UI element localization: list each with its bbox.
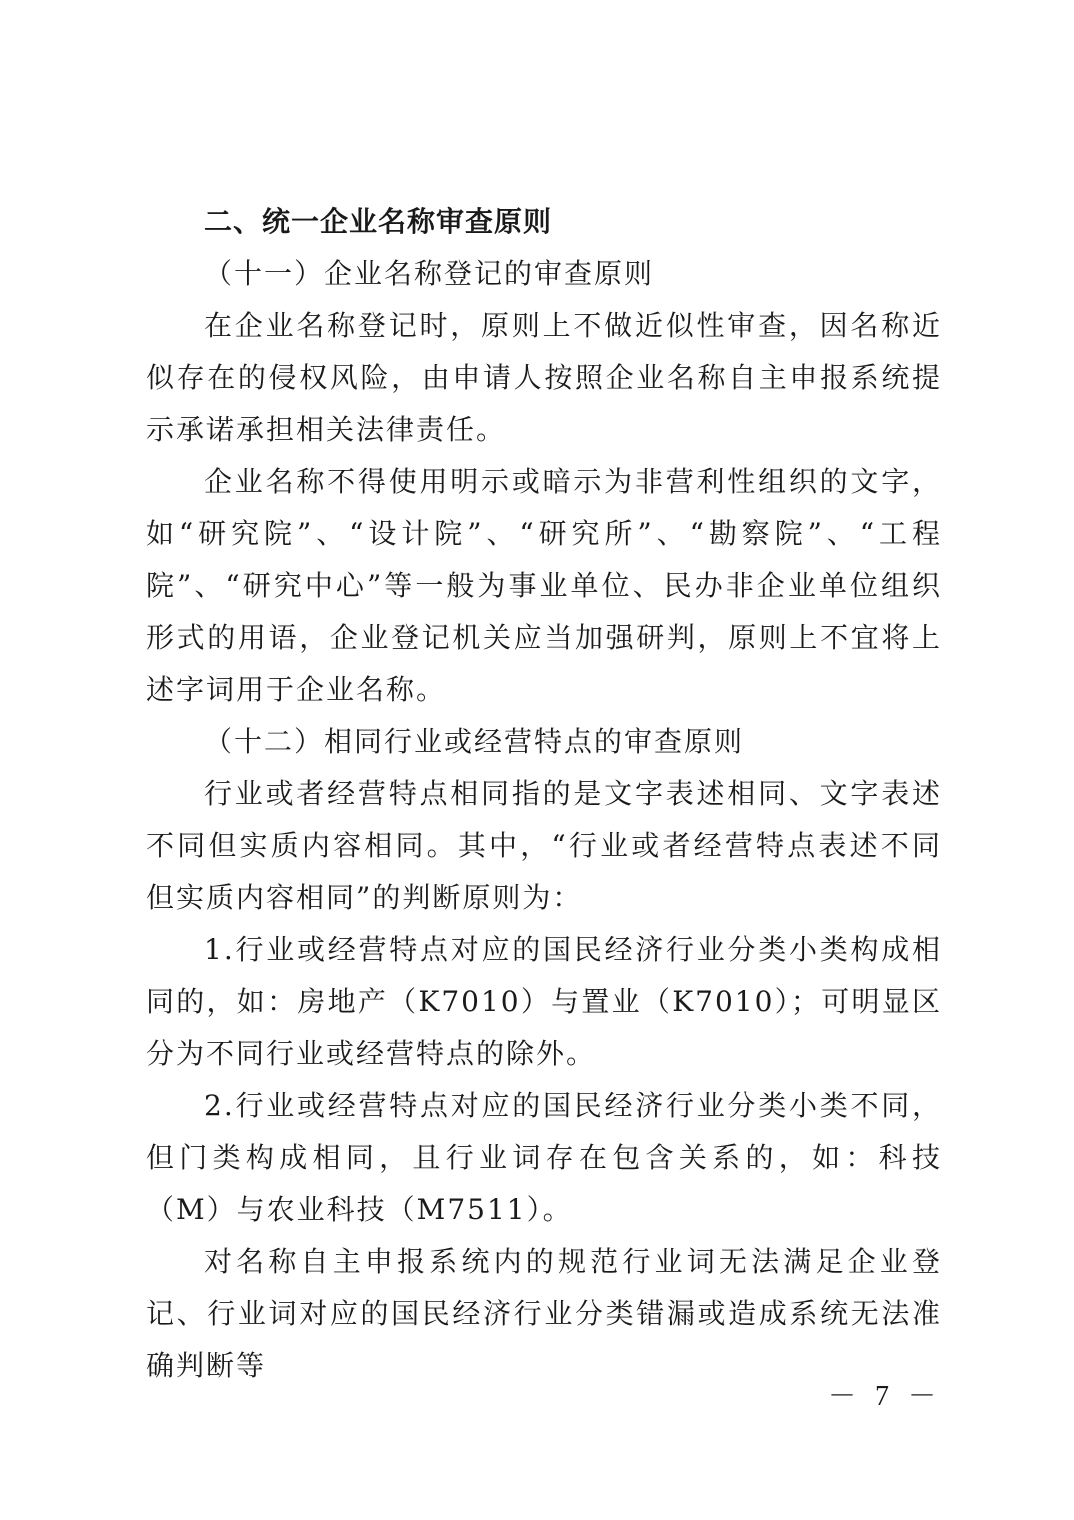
paragraph: 1.行业或经营特点对应的国民经济行业分类小类构成相同的，如：房地产（K7010）与置业（K7010）；可明显区分为不同行业或经营特点的除外。 [146, 933, 942, 1070]
paragraph: 在企业名称登记时，原则上不做近似性审查，因名称近似存在的侵权风险，由申请人按照企业名称自主申报系统提示承诺承担相关法律责任。 [146, 309, 942, 446]
section-heading: 二、统一企业名称审查原则 [204, 205, 553, 238]
paragraph: 对名称自主申报系统内的规范行业词无法满足企业登记、行业词对应的国民经济行业分类错漏或造成系统无法准确判断等 [146, 1245, 942, 1382]
page-number: － 7 － [827, 1381, 942, 1412]
document-body [146, 196, 942, 1392]
paragraph: 企业名称不得使用明示或暗示为非营利性组织的文字，如“研究院”、“设计院”、“研究所”、“勘察院”、“工程院”、“研究中心”等一般为事业单位、民办非企业单位组织形式的用语，企业登记机关应当加强研判，原则上不宜将上述字词用于企业名称。 [146, 465, 942, 706]
paragraph: 行业或者经营特点相同指的是文字表述相同、文字表述不同但实质内容相同。其中，“行业或者经营特点表述不同但实质内容相同”的判断原则为： [146, 777, 942, 914]
subsection-title-12: （十二）相同行业或经营特点的审查原则 [204, 725, 745, 758]
subsection-title-11: （十一）企业名称登记的审查原则 [204, 257, 655, 290]
paragraph: 2.行业或经营特点对应的国民经济行业分类小类不同，但门类构成相同，且行业词存在包含关系的，如：科技（M）与农业科技（M7511）。 [146, 1089, 942, 1226]
